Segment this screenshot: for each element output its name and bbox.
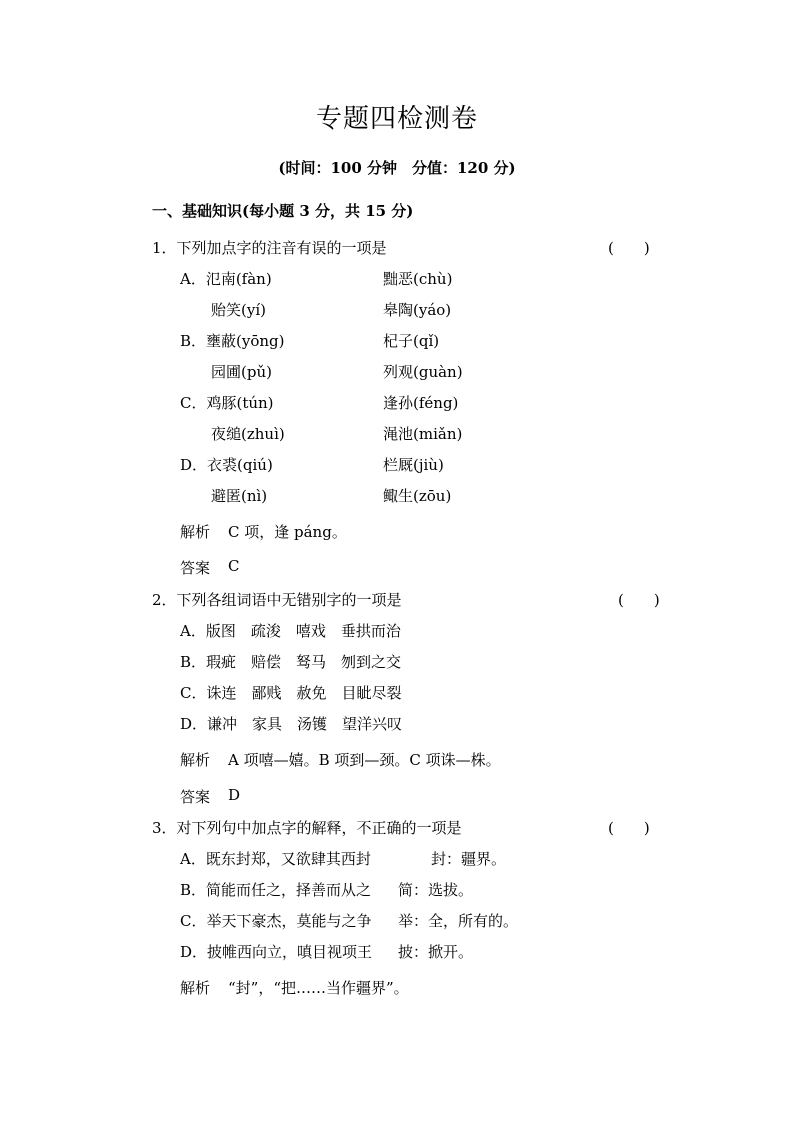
q1-option-d-left: D．衣裘(qiú) (180, 456, 273, 474)
q1-option-c2-right: 渑池(miǎn) (383, 425, 463, 443)
q3-option-b-gloss: 简：选拔。 (398, 881, 474, 899)
section-heading: 一、基础知识(每小题 3 分，共 15 分) (152, 202, 414, 220)
q3-option-d-gloss: 披：掀开。 (398, 943, 474, 961)
q3-option-c-gloss: 举：全，所有的。 (398, 912, 519, 930)
q1-analysis: C 项，逢 páng。 (228, 523, 347, 541)
q2-analysis: A 项嘻—嬉。B 项到—颈。C 项诛—株。 (228, 751, 501, 769)
q1-option-d-right: 栏厩(jiù) (383, 456, 444, 474)
question-3-stem: 3．对下列句中加点字的解释，不正确的一项是 (152, 819, 462, 837)
q1-option-b-right: 杞子(qǐ) (383, 332, 440, 350)
q3-option-a-gloss: 封：疆界。 (431, 850, 507, 868)
q3-option-c-sentence: C．举天下豪杰，莫能与之争 (180, 912, 372, 930)
q3-option-a-sentence: A．既东封郑，又欲肆其西封 (180, 850, 371, 868)
q2-option-a: A．版图 疏浚 嘻戏 垂拱而治 (180, 622, 401, 640)
q1-option-d2-right: 鲰生(zōu) (383, 487, 452, 505)
q1-option-c2-left: 夜缒(zhuì) (211, 425, 285, 443)
q2-option-d: D．谦冲 家具 汤镬 望洋兴叹 (180, 715, 403, 733)
question-1-answer-paren: ( ) (608, 239, 650, 257)
q2-option-c: C．诛连 鄙贱 赦免 目眦尽裂 (180, 684, 402, 702)
q1-option-c-left: C．鸡豚(tún) (180, 394, 274, 412)
q2-answer-label: 答案 (180, 788, 211, 806)
q3-option-b-sentence: B．简能而任之，择善而从之 (180, 881, 372, 899)
q1-option-d2-left: 避匿(nì) (211, 487, 268, 505)
q1-option-a-left: A．氾南(fàn) (180, 270, 272, 288)
q1-option-b2-right: 列观(guàn) (383, 363, 463, 381)
q1-answer-label: 答案 (180, 559, 211, 577)
q3-analysis-label: 解析 (180, 979, 211, 997)
q1-option-a2-right: 皋陶(yáo) (383, 301, 452, 319)
q2-option-b: B．瑕疵 赔偿 驽马 刎到之交 (180, 653, 402, 671)
page-subtitle: (时间：100 分钟 分值：120 分) (278, 159, 516, 177)
q1-analysis-label: 解析 (180, 523, 211, 541)
question-3-answer-paren: ( ) (608, 819, 650, 837)
q3-analysis: “封”，“把……当作疆界”。 (228, 979, 409, 997)
q1-option-c-right: 逢孙(féng) (383, 394, 459, 412)
q3-option-d-sentence: D．披帷西向立，嗔目视项王 (180, 943, 373, 961)
question-2-answer-paren: ( ) (618, 591, 660, 609)
q1-option-b2-left: 园圃(pǔ) (211, 363, 272, 381)
q1-answer: C (228, 557, 240, 575)
page-title: 专题四检测卷 (315, 104, 478, 134)
q1-option-a-right: 黜恶(chù) (383, 270, 453, 288)
q2-answer: D (228, 786, 241, 804)
q1-option-b-left: B．壅蔽(yōng) (180, 332, 285, 350)
question-1-stem: 1．下列加点字的注音有误的一项是 (152, 239, 387, 257)
question-2-stem: 2．下列各组词语中无错别字的一项是 (152, 591, 402, 609)
q1-option-a2-left: 贻笑(yí) (211, 301, 266, 319)
q2-analysis-label: 解析 (180, 751, 211, 769)
